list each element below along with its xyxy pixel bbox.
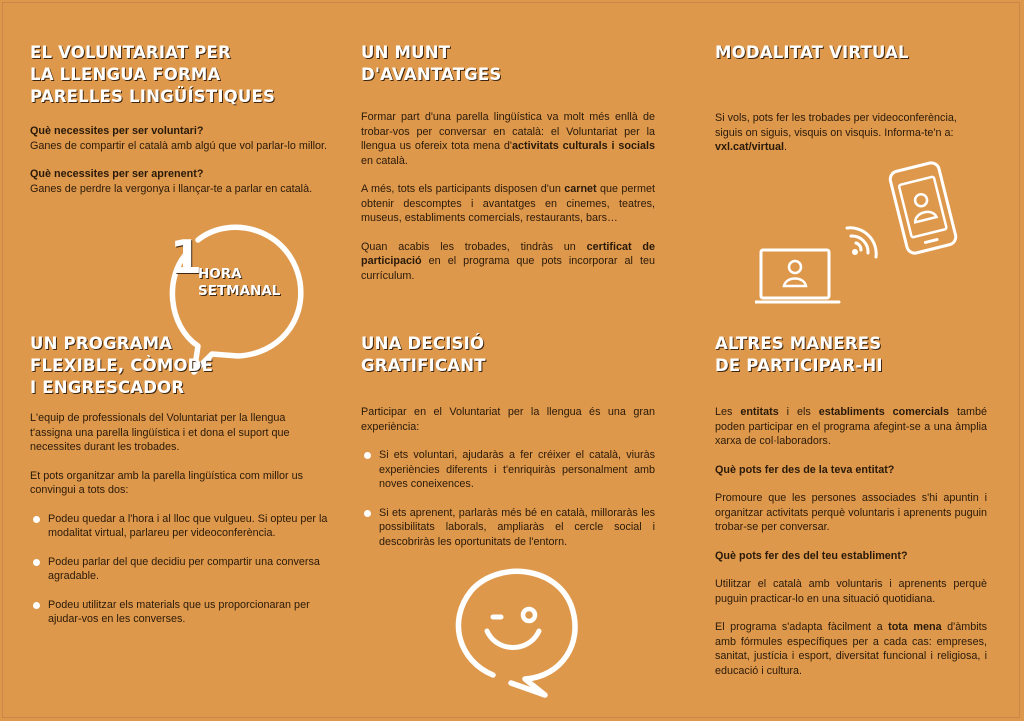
answer-aprenent: Ganes de perdre la vergonya i llançar-te a parlar en català. bbox=[30, 182, 313, 195]
text: i els bbox=[778, 406, 819, 418]
smartphone-user-icon bbox=[889, 161, 958, 255]
highlight-carnet: carnet bbox=[564, 183, 597, 195]
paragraph-carnet bbox=[361, 182, 655, 226]
question-voluntari: Què necessites per ser voluntari? bbox=[30, 125, 204, 137]
highlight-entitats: entitats bbox=[740, 406, 779, 418]
column-altres bbox=[715, 333, 987, 678]
list-item: Si ets aprenent, parlaràs més bé en català, milloraràs les possibilitats laborals, ampliaràs el cercle social i descobriràs les oportunitats de l'entorn. bbox=[361, 506, 655, 550]
laptop-user-icon bbox=[755, 160, 985, 310]
heading-line: DE PARTICIPAR-HI bbox=[715, 356, 883, 375]
list-item: Podeu parlar del que decidiu per compartir una conversa agradable. bbox=[30, 555, 330, 584]
bubble-label-line: SETMANAL bbox=[198, 283, 281, 299]
highlight-tota-mena: tota mena bbox=[888, 621, 942, 633]
heading-line: UN MUNT bbox=[361, 43, 451, 62]
paragraph-entitats bbox=[715, 405, 987, 449]
text: El programa s'adapta fàcilment a bbox=[715, 621, 889, 633]
heading-line: I ENGRESCADOR bbox=[30, 378, 185, 397]
answer-establiment: Utilitzar el català amb voluntaris i aprenents perquè puguin practicar-lo en una situació quotidiana. bbox=[715, 578, 987, 605]
answer-entitat: Promoure que les persones associades s'hi apuntin i organitzar activitats perquè voluntaris i aprenents puguin trobar-se per conversar. bbox=[715, 492, 987, 533]
paragraph-virtual bbox=[715, 111, 987, 155]
heading-line: EL VOLUNTARIAT PER bbox=[30, 43, 231, 62]
heading-line: MODALITAT VIRTUAL bbox=[715, 43, 909, 62]
highlight-establiments: establiments comercials bbox=[818, 406, 950, 418]
paragraph-certificat bbox=[361, 240, 655, 284]
text: Si vols, pots fer les trobades per videoconferència, siguis on siguis, visquis on visquis. Informa-te'n a: bbox=[715, 112, 957, 139]
column-avantatges bbox=[361, 42, 655, 283]
bubble-number: 1 bbox=[170, 230, 203, 284]
column-volunteering bbox=[30, 42, 330, 196]
answer-voluntari: Ganes de compartir el català amb algú que vol parlar-lo millor. bbox=[30, 139, 328, 152]
heading-line: LA LLENGUA FORMA bbox=[30, 65, 221, 84]
virtual-link[interactable]: vxl.cat/virtual bbox=[715, 141, 785, 153]
text: en català. bbox=[361, 154, 408, 167]
heading-line: D'AVANTATGES bbox=[361, 65, 502, 84]
paragraph-experiencia: Participar en el Voluntariat per la llengua és una gran experiència: bbox=[361, 406, 655, 433]
smiley-bubble bbox=[445, 565, 585, 705]
heading-line: UNA DECISIÓ bbox=[361, 334, 485, 353]
text: també poden participar en el programa afegint-se a una àmplia xarxa de col·laboradors. bbox=[715, 406, 987, 447]
bullet-list-flexible bbox=[30, 512, 330, 627]
bullet-list-gratificant bbox=[361, 448, 655, 549]
heading-line: PARELLES LINGÜÍSTIQUES bbox=[30, 87, 276, 106]
paragraph-ambits bbox=[715, 620, 987, 678]
column-decisio bbox=[361, 333, 655, 549]
heading-line: ALTRES MANERES bbox=[715, 334, 882, 353]
question-establiment: Què pots fer des del teu establiment? bbox=[715, 549, 908, 562]
heading-line: FLEXIBLE, CÒMODE bbox=[30, 356, 214, 375]
text: en el programa que pots incorporar al teu currículum. bbox=[361, 255, 655, 282]
question-aprenent: Què necessites per ser aprenent? bbox=[30, 168, 204, 180]
heading-avantatges bbox=[361, 42, 655, 86]
heading-parelles bbox=[30, 42, 330, 108]
column-virtual bbox=[715, 42, 987, 155]
bubble-label-line: HORA bbox=[198, 266, 242, 282]
text: Les bbox=[715, 406, 741, 418]
highlight-activitats: activitats culturals i socials bbox=[512, 140, 655, 152]
heading-line: UN PROGRAMA bbox=[30, 334, 173, 353]
heading-programa bbox=[30, 333, 330, 399]
text: que permet obtenir descomptes i avantatges en cinemes, teatres, museus, establiments comercials, restaurants, bars… bbox=[361, 183, 655, 224]
paragraph-equip: L'equip de professionals del Voluntariat per la llengua t'assigna una parella lingüística i et dona el suport que necessites durant les trobades. bbox=[30, 412, 290, 453]
paragraph-parella bbox=[361, 110, 655, 168]
winking-smiley-bubble-icon bbox=[445, 565, 585, 705]
column-programa bbox=[30, 333, 330, 627]
heading-virtual bbox=[715, 42, 987, 64]
list-item: Podeu quedar a l'hora i al lloc que vulgueu. Si opteu per la modalitat virtual, parlareu per videoconferència. bbox=[30, 512, 330, 541]
text: Quan acabis les trobades, tindràs un bbox=[361, 240, 587, 253]
question-entitat: Què pots fer des de la teva entitat? bbox=[715, 463, 895, 476]
paragraph-organitzar: Et pots organitzar amb la parella lingüística com millor us convingui a tots dos: bbox=[30, 469, 304, 496]
heading-altres bbox=[715, 333, 987, 377]
text: A més, tots els participants disposen d'un bbox=[361, 183, 565, 195]
list-item: Podeu utilitzar els materials que us proporcionaran per ajudar-vos en les converses. bbox=[30, 598, 330, 627]
text: Formar part d'una parella lingüística va molt més enllà de trobar-vos per conversar en català: el Voluntariat per la llengua us ofereix tota mena d' bbox=[361, 111, 655, 152]
heading-decisio bbox=[361, 333, 655, 377]
text: . bbox=[784, 141, 788, 153]
text: d'àmbits amb fórmules específiques per a cada cas: empreses, sanitat, justícia i esport, diversitat funcional i religiosa, i educació i cultura. bbox=[715, 621, 987, 677]
heading-line: GRATIFICANT bbox=[361, 356, 486, 375]
bubble-label bbox=[198, 266, 280, 300]
devices-illustration bbox=[755, 160, 985, 310]
highlight-certificat: certificat de participació bbox=[361, 240, 656, 267]
list-item: Si ets voluntari, ajudaràs a fer créixer el català, viuràs experiències diferents i t'enriquiràs personalment amb noves coneixences. bbox=[361, 448, 655, 492]
wifi-waves-icon bbox=[847, 228, 876, 257]
